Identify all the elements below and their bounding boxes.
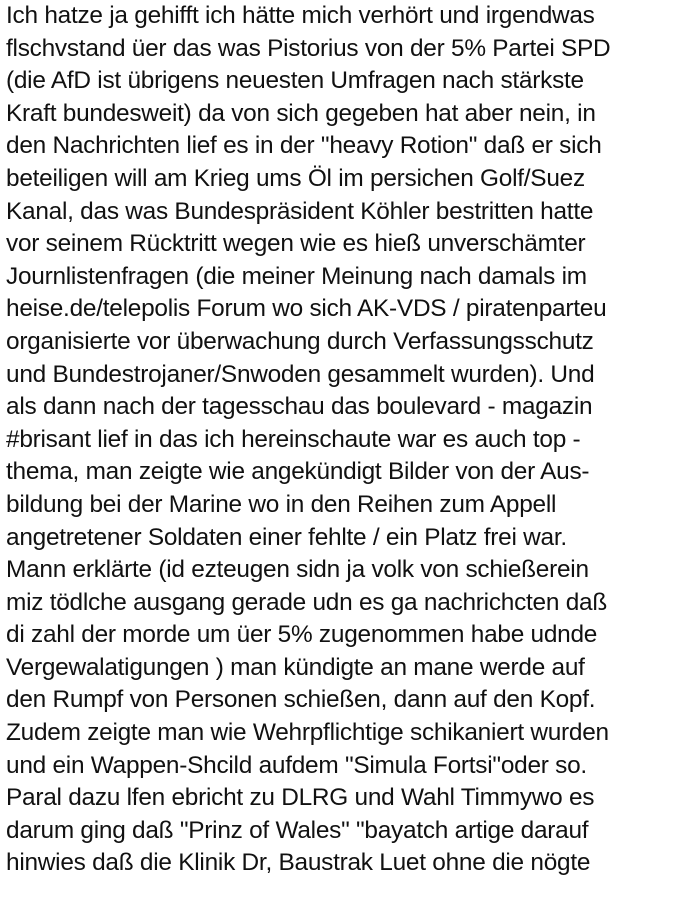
text-line-4: Kraft bundesweit) da von sich gegeben hat aber nein, in (6, 99, 596, 127)
text-line-25: Paral dazu lfen ebricht zu DLRG und Wahl Timmywo es (6, 784, 595, 812)
text-line-22: den Rumpf von Personen schießen, dann auf den Kopf. (6, 686, 596, 714)
text-line-1: Ich hatze ja gehifft ich hätte mich verhört und irgendwas (6, 2, 595, 29)
text-line-21: Vergewalatigungen ) man kündigte an mane werde auf (6, 653, 585, 681)
text-line-24: und ein Wappen-Shcild aufdem "Simula Fortsi"oder so. (6, 751, 587, 779)
text-line-3: (die AfD ist übrigens neuesten Umfragen nach stärkste (6, 67, 584, 95)
text-line-10: heise.de/telepolis Forum wo sich AK-VDS / piratenparteu (6, 295, 607, 323)
text-line-12: und Bundestrojaner/Snwoden gesammelt wurden). Und (6, 360, 595, 388)
text-line-5: den Nachrichten lief es in der "heavy Rotion" daß er sich (6, 132, 602, 160)
text-line-20: di zahl der morde um üer 5% zugenommen habe udnde (6, 621, 598, 649)
text-line-23: Zudem zeigte man wie Wehrpflichtige schikaniert wurden (6, 719, 609, 747)
text-line-16: bildung bei der Marine wo in den Reihen zum Appell (6, 490, 557, 518)
text-line-9: Journlistenfragen (die meiner Meinung nach damals im (6, 262, 587, 290)
document-text (6, 0, 684, 920)
text-line-27: hinwies daß die Klinik Dr, Baustrak Luet ohne die nögte (6, 849, 591, 877)
text-line-15: thema, man zeigte wie angekündigt Bilder von der Aus- (6, 458, 590, 486)
text-line-6: beteiligen will am Krieg ums Öl im persichen Golf/Suez (6, 164, 585, 192)
text-line-18: Mann erklärte (id ezteugen sidn ja volk von schießerein (6, 556, 589, 584)
text-line-8: vor seinem Rücktritt wegen wie es hieß unverschämter (6, 230, 586, 258)
text-line-14: #brisant lief in das ich hereinschaute war es auch top - (6, 425, 581, 453)
text-line-11: organisierte vor überwachung durch Verfassungsschutz (6, 327, 594, 355)
text-line-2: flschvstand üer das was Pistorius von der 5% Partei SPD (6, 34, 611, 62)
text-line-26: darum ging daß "Prinz of Wales" "bayatch artige darauf (6, 816, 589, 844)
text-line-17: angetretener Soldaten einer fehlte / ein Platz frei war. (6, 523, 567, 551)
text-line-19: miz tödlche ausgang gerade udn es ga nachrichcten daß (6, 588, 607, 616)
text-line-7: Kanal, das was Bundespräsident Köhler bestritten hatte (6, 197, 594, 225)
text-line-13: als dann nach der tagesschau das boulevard - magazin (6, 393, 593, 421)
